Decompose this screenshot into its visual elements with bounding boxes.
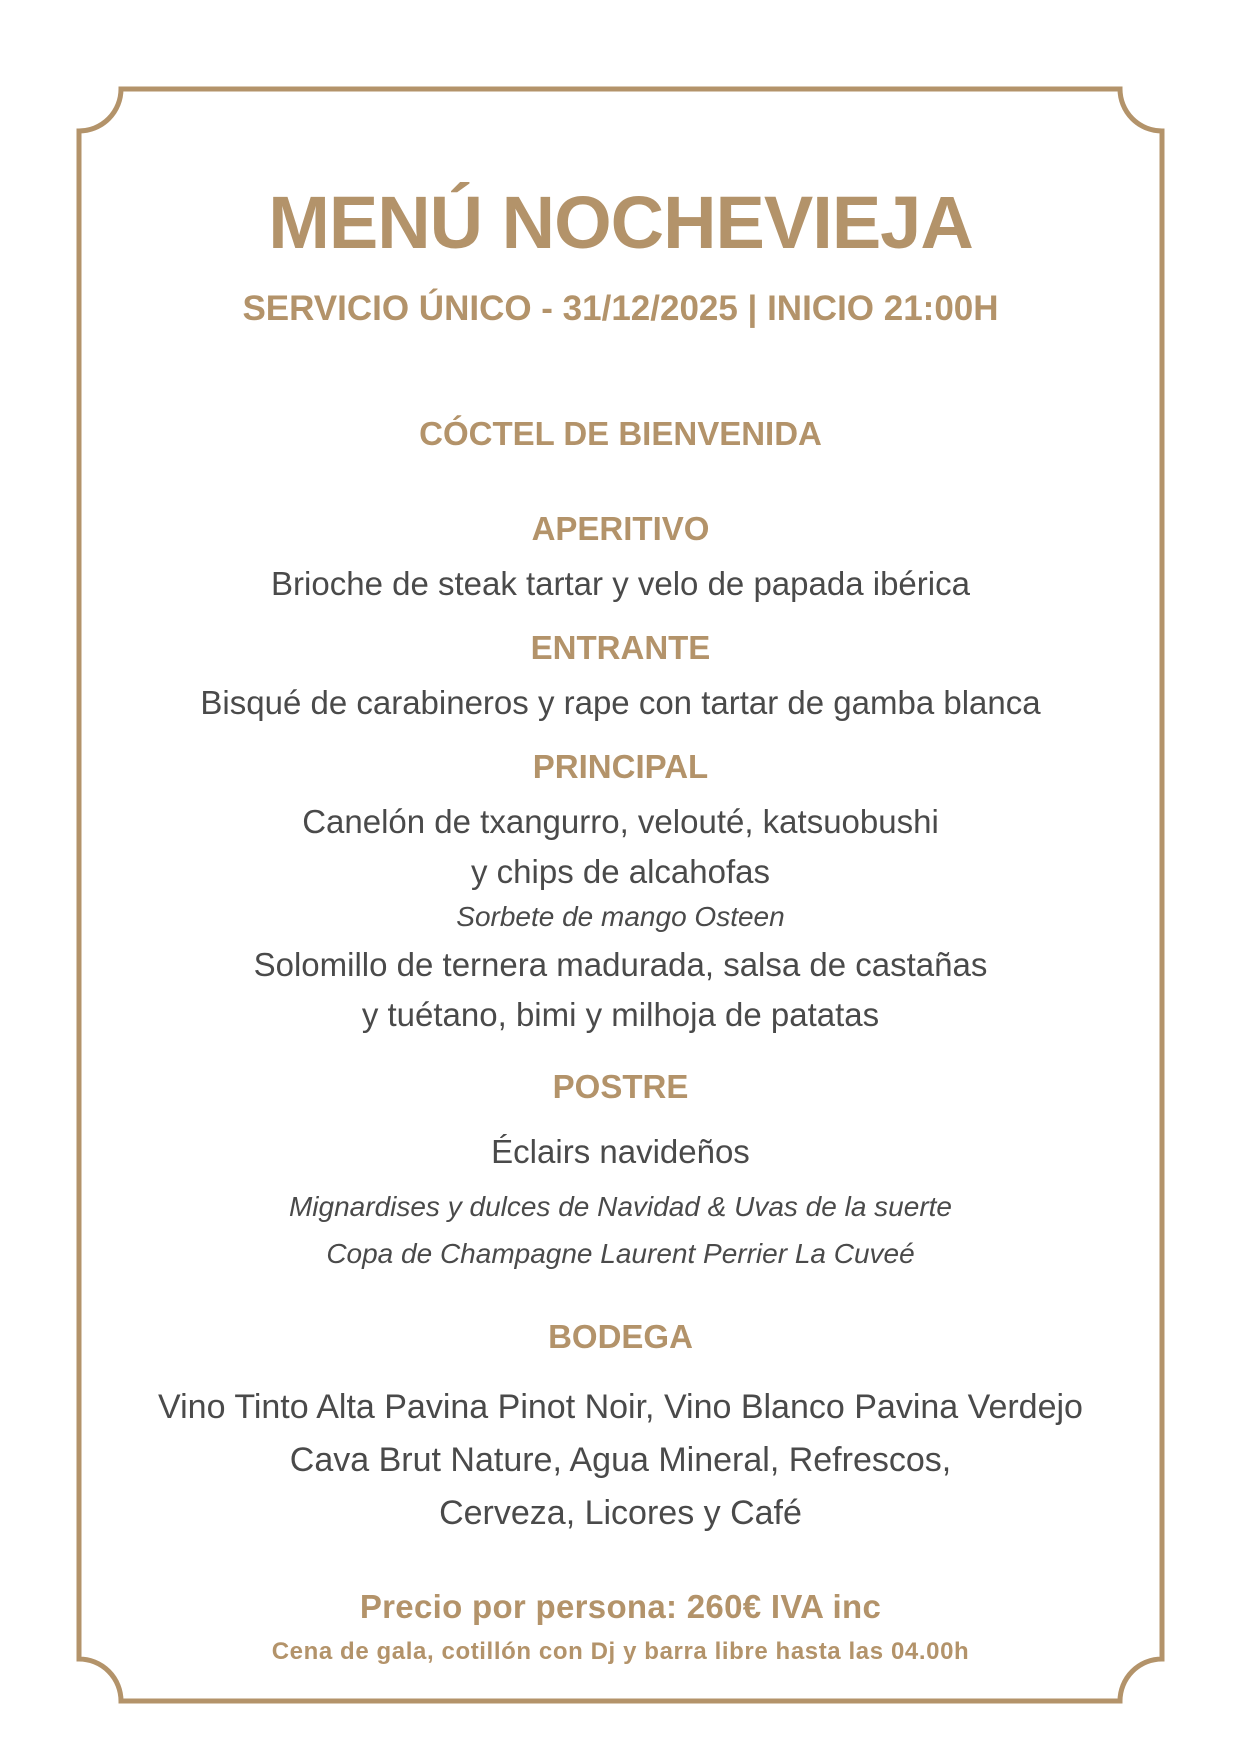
aperitivo-heading: APERITIVO: [531, 510, 710, 547]
welcome-cocktail-heading: CÓCTEL DE BIENVENIDA: [419, 415, 822, 452]
gala-extras: Cena de gala, cotillón con Dj y barra libre hasta las 04.00h: [271, 1638, 970, 1665]
entrante-heading: ENTRANTE: [530, 629, 711, 666]
menu-title: MENÚ NOCHEVIEJA: [268, 181, 973, 264]
sorbet-note: Sorbete de mango Osteen: [456, 901, 785, 932]
entrante-dish: Bisqué de carabineros y rape con tartar de gamba blanca: [200, 684, 1041, 721]
principal-dish-2-line-1: Solomillo de ternera madurada, salsa de castañas: [253, 946, 988, 983]
bodega-line-2: Cava Brut Nature, Agua Mineral, Refrescos,: [289, 1441, 952, 1479]
principal-dish-1-line-2: y chips de alcahofas: [470, 853, 770, 890]
price-per-person: Precio por persona: 260€ IVA inc: [359, 1588, 882, 1625]
service-info: SERVICIO ÚNICO - 31/12/2025 | INICIO 21:00H: [242, 289, 999, 328]
postre-note-2: Copa de Champagne Laurent Perrier La Cuveé: [326, 1238, 915, 1269]
menu-content: [90, 0, 1151, 1755]
postre-note-1: Mignardises y dulces de Navidad & Uvas de la suerte: [288, 1191, 952, 1222]
postre-heading: POSTRE: [552, 1068, 689, 1105]
principal-dish-1-line-1: Canelón de txangurro, velouté, katsuobushi: [302, 803, 939, 840]
principal-dish-2-line-2: y tuétano, bimi y milhoja de patatas: [361, 996, 880, 1033]
bodega-line-3: Cerveza, Licores y Café: [439, 1494, 802, 1532]
bodega-line-1: Vino Tinto Alta Pavina Pinot Noir, Vino Blanco Pavina Verdejo: [158, 1388, 1083, 1426]
aperitivo-dish: Brioche de steak tartar y velo de papada ibérica: [271, 565, 970, 602]
postre-dish: Éclairs navideños: [491, 1133, 750, 1170]
principal-heading: PRINCIPAL: [532, 748, 709, 785]
bodega-heading: BODEGA: [548, 1318, 693, 1355]
